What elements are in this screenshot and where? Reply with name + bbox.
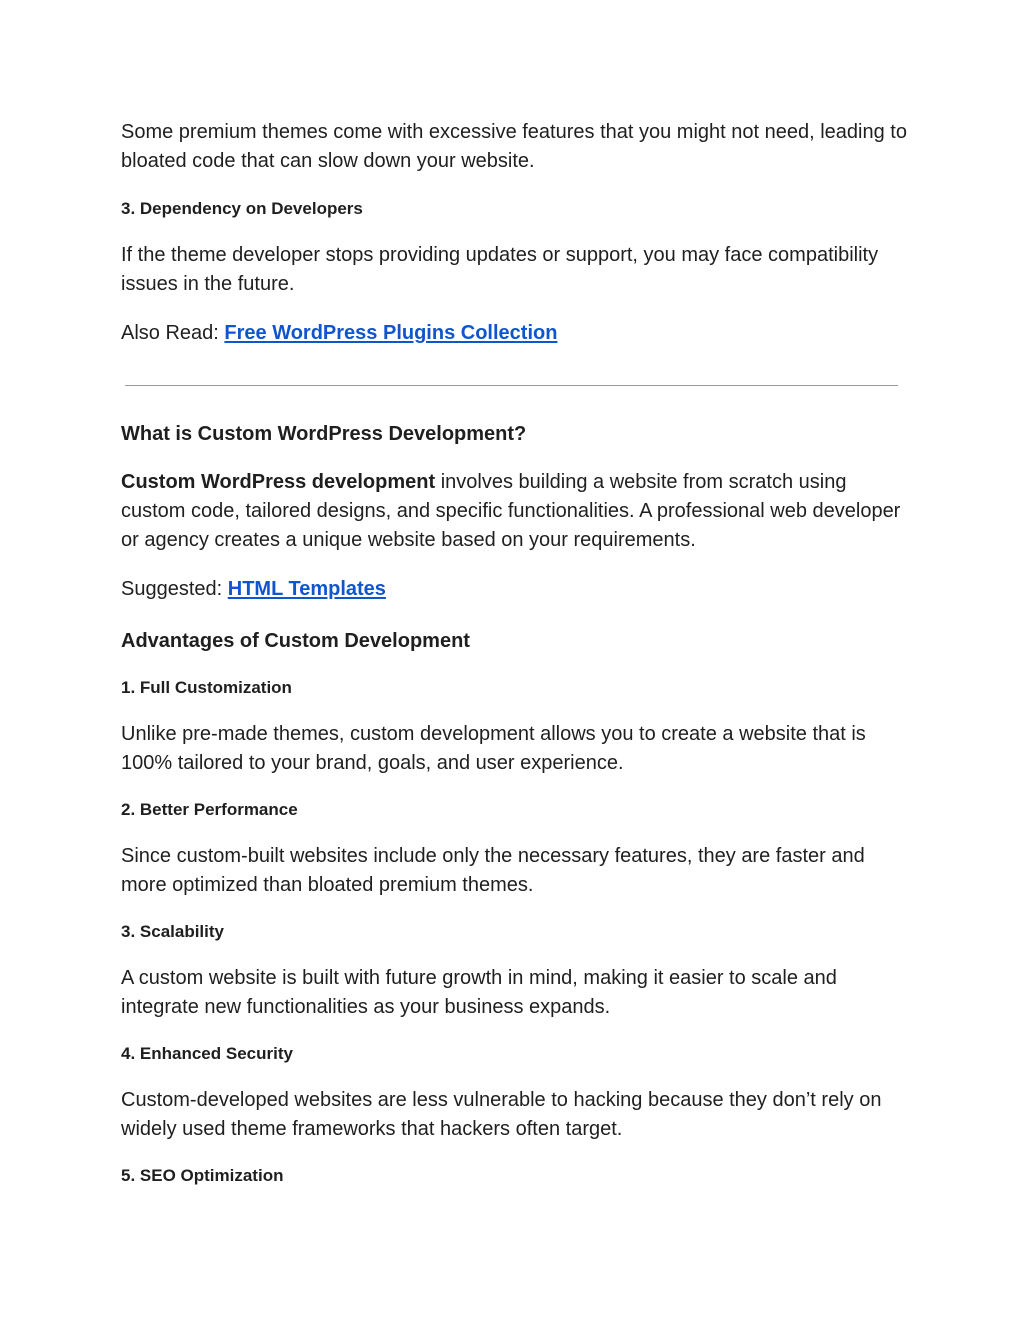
advantage-text: A custom website is built with future growth in mind, making it easier to scale and integrate new functionalities as your business expands. [121,967,837,1018]
custom-paragraph-rest: involves building a website from scratch using custom code, tailored designs, and specific functionalities. A professional web developer or agency creates a unique website based on your requirements. [121,471,901,551]
also-read-prefix: Also Read: [121,322,225,344]
advantage-text: Unlike pre-made themes, custom development allows you to create a website that is 100% tailored to your brand, goals, and user experience. [121,723,866,774]
intro-paragraph: Some premium themes come with excessive features that you might not need, leading to bloated code that can slow down your website. [121,121,907,172]
advantage-title: 1. Full Customization [121,678,292,697]
advantage-text: Since custom-built websites include only the necessary features, they are faster and more optimized than bloated premium themes. [121,845,865,896]
custom-paragraph-strong: Custom WordPress development [121,471,436,493]
suggested-prefix: Suggested: [121,578,228,600]
document-page [121,0,911,1325]
suggested-link[interactable]: HTML Templates [227,578,386,600]
advantages-heading: Advantages of Custom Development [121,630,470,652]
advantage-title: 4. Enhanced Security [121,1044,293,1063]
also-read-link[interactable]: Free WordPress Plugins Collection [224,322,558,344]
also-read-line [121,319,911,348]
dependency-paragraph: If the theme developer stops providing updates or support, you may face compatibility issues in the future. [121,244,879,295]
advantage-title: 3. Scalability [121,922,224,941]
advantage-title: 5. SEO Optimization [121,1166,284,1185]
custom-heading: What is Custom WordPress Development? [121,423,527,445]
advantage-text: Custom-developed websites are less vulnerable to hacking because they don’t rely on widely used theme frameworks that hackers often target. [121,1089,882,1140]
suggested-line [121,575,911,604]
advantage-title: 2. Better Performance [121,800,298,819]
custom-paragraph [121,468,911,555]
horizontal-divider [125,385,898,386]
heading-dependency: 3. Dependency on Developers [121,199,363,218]
